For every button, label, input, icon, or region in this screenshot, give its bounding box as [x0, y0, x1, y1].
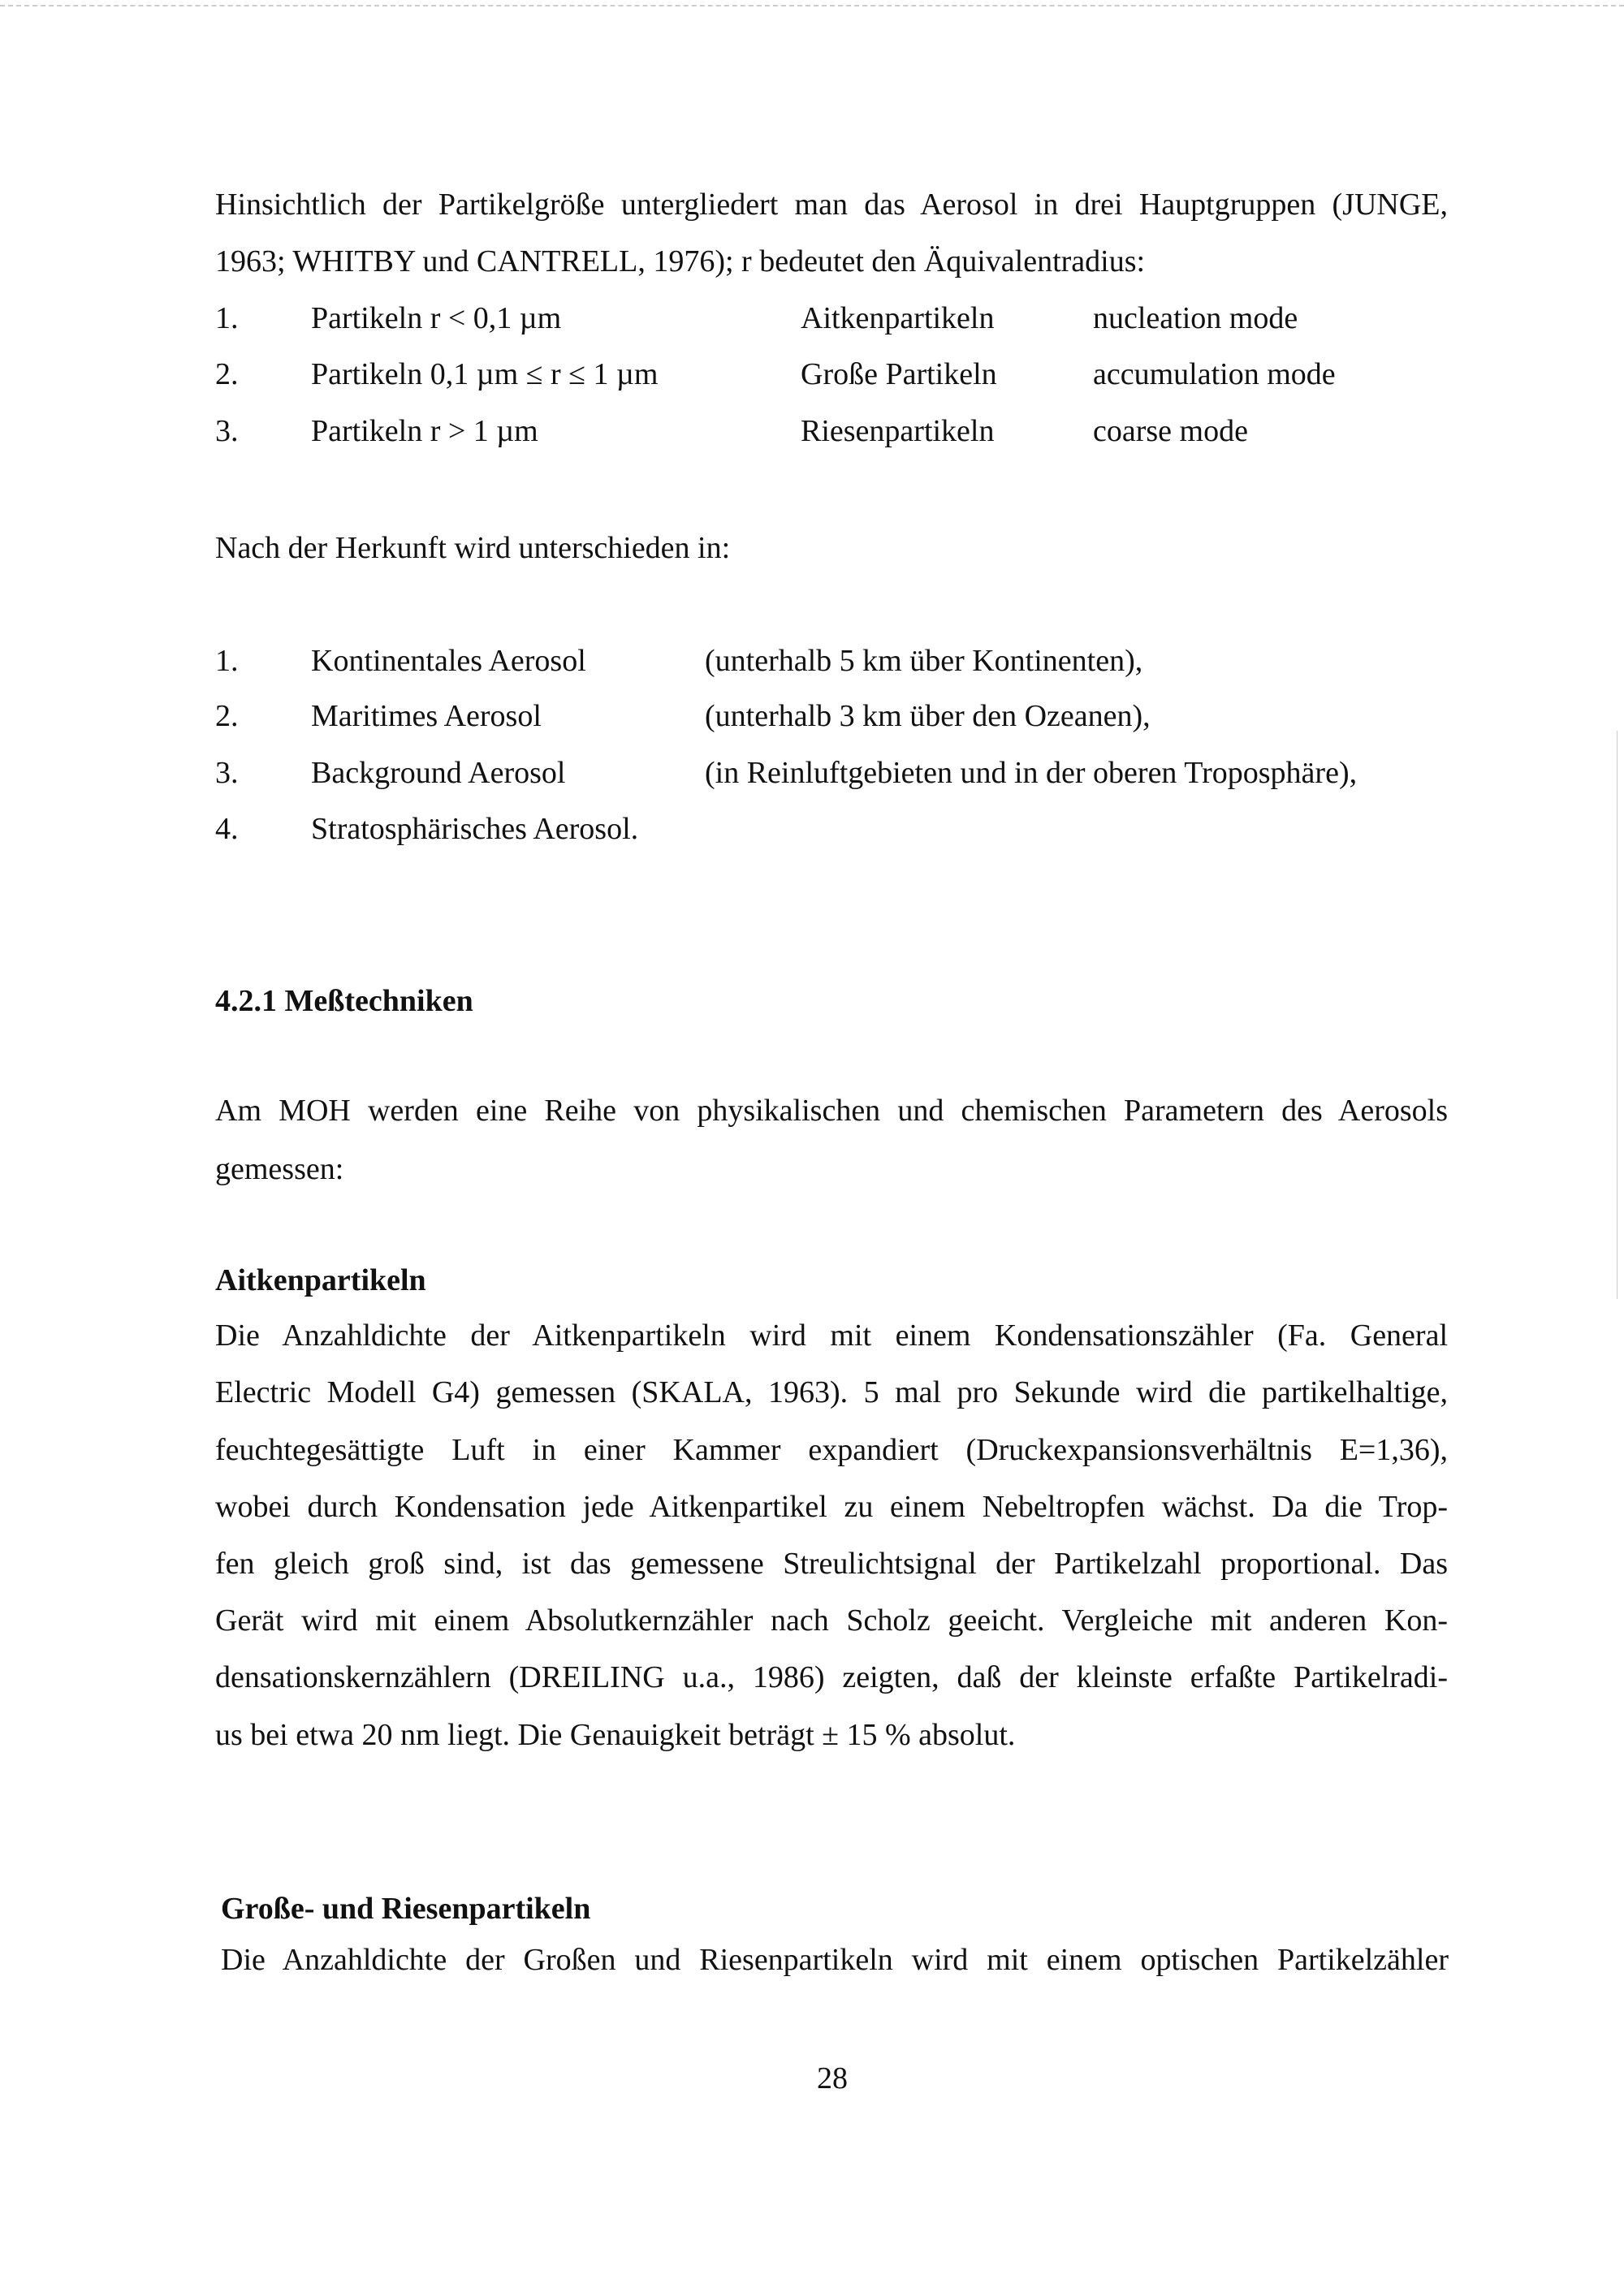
aerosol-type: Kontinentales Aerosol [311, 644, 586, 678]
particle-name: Aitkenpartikeln [801, 301, 995, 335]
aitken-line: Electric Modell G4) gemessen (SKALA, 1963). 5 mal pro Sekunde wird die partikelhaltige, [215, 1375, 1448, 1409]
particle-mode: nucleation mode [1093, 301, 1298, 335]
aerosol-description: (unterhalb 3 km über den Ozeanen), [705, 699, 1151, 733]
intro-line: 1963; WHITBY und CANTRELL, 1976); r bedeutet den Äquivalentradius: [215, 244, 1146, 278]
list-number: 1. [215, 301, 239, 335]
particle-name: Große Partikeln [801, 357, 997, 391]
list-number: 4. [215, 812, 239, 846]
aitken-line: fen gleich groß sind, ist das gemessene Streulichtsignal der Partikelzahl proportional. Das [215, 1547, 1448, 1581]
aitken-line: wobei durch Kondensation jede Aitkenpartikel zu einem Nebeltropfen wächst. Da die Trop- [215, 1490, 1448, 1524]
scan-edge-top [0, 5, 1624, 7]
aitken-line: Die Anzahldichte der Aitkenpartikeln wird mit einem Kondensationszähler (Fa. General [215, 1318, 1448, 1353]
size-range: Partikeln r < 0,1 µm [311, 301, 562, 335]
list-number: 2. [215, 357, 239, 391]
aitken-line: feuchtegesättigte Luft in einer Kammer expandiert (Druckexpansionsverhältnis E=1,36), [215, 1433, 1448, 1467]
intro-line: Hinsichtlich der Partikelgröße untergliedert man das Aerosol in drei Hauptgruppen (JUNGE, [215, 188, 1448, 222]
list-number: 3. [215, 756, 239, 790]
page-number: 28 [817, 2061, 848, 2095]
size-range: Partikeln r > 1 µm [311, 414, 538, 448]
scan-edge-right [1617, 731, 1618, 1299]
section-line: Am MOH werden eine Reihe von physikalischen und chemischen Parametern des Aerosols [215, 1094, 1448, 1128]
aitken-line: Gerät wird mit einem Absolutkernzähler nach Scholz geeicht. Vergleiche mit anderen Kon- [215, 1603, 1448, 1638]
aerosol-type: Background Aerosol [311, 756, 566, 790]
aitken-line: densationskernzählern (DREILING u.a., 1986) zeigten, daß der kleinste erfaßte Partikelradi- [215, 1660, 1448, 1694]
list-number: 3. [215, 414, 239, 448]
large-particles-line: Die Anzahldichte der Großen und Riesenpartikeln wird mit einem optischen Partikelzähler [221, 1943, 1449, 1977]
large-particles-heading: Große- und Riesenpartikeln [221, 1892, 591, 1926]
particle-name: Riesenpartikeln [801, 414, 995, 448]
particle-mode: coarse mode [1093, 414, 1248, 448]
aitken-line: us bei etwa 20 nm liegt. Die Genauigkeit beträgt ± 15 % absolut. [215, 1718, 1016, 1752]
aerosol-type: Stratosphärisches Aerosol. [311, 812, 639, 846]
section-heading: 4.2.1 Meßtechniken [215, 984, 473, 1018]
particle-mode: accumulation mode [1093, 357, 1336, 391]
section-line: gemessen: [215, 1152, 344, 1186]
origin-intro: Nach der Herkunft wird unterschieden in: [215, 531, 731, 565]
aitken-heading: Aitkenpartikeln [215, 1263, 426, 1297]
size-range: Partikeln 0,1 µm ≤ r ≤ 1 µm [311, 357, 659, 391]
aerosol-type: Maritimes Aerosol [311, 699, 542, 733]
list-number: 2. [215, 699, 239, 733]
aerosol-description: (unterhalb 5 km über Kontinenten), [705, 644, 1143, 678]
list-number: 1. [215, 644, 239, 678]
aerosol-description: (in Reinluftgebieten und in der oberen Troposphäre), [705, 756, 1358, 790]
